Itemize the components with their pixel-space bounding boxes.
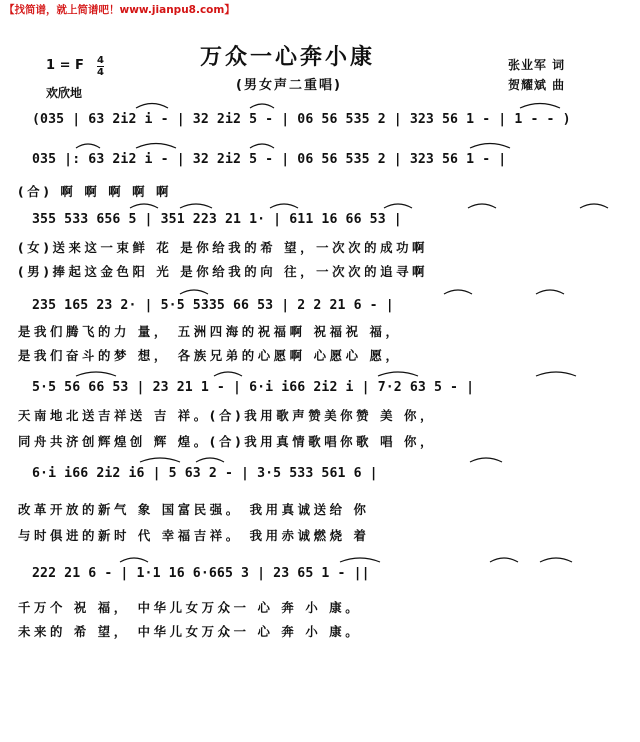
row4-lyrics-2: 同舟共济创辉煌创 辉 煌。(合)我用真情歌唱你歌 唱 你， [18, 434, 436, 449]
tempo-marking: 欢欣地 [46, 86, 83, 100]
row5-lyrics-2: 与时俱进的新时 代 幸福吉祥。 我用赤诚燃烧 着 [18, 528, 370, 543]
slur-arc [136, 144, 176, 149]
slur-arc [76, 372, 116, 376]
slur-arc [250, 104, 274, 108]
slur-arc [470, 144, 510, 149]
slur-arc [196, 458, 224, 462]
row2-notes: 355 533 656 5 | 351 223 21 1· | 611 16 66 53 | [32, 212, 402, 227]
row5-lyrics-1: 改革开放的新气 象 国富民强。 我用真诚送给 你 [18, 502, 370, 517]
slur-arc [136, 104, 168, 109]
slur-arc [378, 372, 418, 376]
slur-arc [468, 204, 496, 208]
song-subtitle: (男女声二重唱) [236, 78, 342, 93]
key-signature: 1 = F [46, 58, 84, 73]
slur-arc [384, 204, 412, 208]
row6-lyrics-1: 千万个 祝 福， 中华儿女万众一 心 奔 小 康。 [18, 600, 362, 615]
time-signature [97, 55, 104, 78]
row3-lyrics-2: 是我们奋斗的梦 想， 各族兄弟的心愿啊 心愿心 愿， [18, 348, 402, 363]
row1-notes: 035 |: 63 2i2 i - | 32 2i2 5 - | 06 56 535 2 | 323 56 1 - | [32, 152, 507, 167]
slur-arc [490, 558, 518, 562]
slur-arc [444, 290, 472, 294]
slur-arc [536, 372, 576, 376]
time-signature-bottom: 4 [97, 67, 104, 78]
row1-lyrics: (合) 啊 啊 啊 啊 啊 [18, 184, 173, 199]
row4-lyrics-1: 天南地北送吉祥送 吉 祥。(合)我用歌声赞美你赞 美 你， [18, 408, 436, 423]
row6-notes: 222 21 6 - | 1·1 16 6·665 3 | 23 65 1 - || [32, 566, 370, 581]
slur-arc [250, 144, 274, 148]
slur-arc [120, 558, 148, 562]
slur-arc [270, 204, 298, 208]
row2-lyrics-male: (男)捧起这金色阳 光 是你给我的向 往，一次次的追寻啊 [18, 264, 429, 279]
slur-arc [536, 290, 564, 294]
slur-arc [470, 458, 502, 462]
slur-arc [130, 204, 158, 208]
slur-arc [180, 290, 208, 294]
composer-credit: 贺耀斌 曲 [508, 78, 566, 92]
row3-notes: 235 165 23 2· | 5·5 5335 66 53 | 2 2 21 6 - | [32, 298, 394, 313]
row6-lyrics-2: 未来的 希 望， 中华儿女万众一 心 奔 小 康。 [18, 624, 362, 639]
row5-notes: 6·i i66 2i2 i6 | 5 63 2 - | 3·5 533 561 6 | [32, 466, 378, 481]
slur-arc [340, 558, 380, 562]
slur-arc [580, 204, 608, 208]
time-signature-top: 4 [97, 55, 104, 66]
slur-arc [214, 372, 242, 376]
slur-arc [540, 558, 572, 562]
slur-arc [140, 458, 180, 462]
watermark: 【找简谱，就上简谱吧！www.jianpu8.com】 [4, 4, 235, 16]
row3-lyrics-1: 是我们腾飞的力 量， 五洲四海的祝福啊 祝福祝 福， [18, 324, 402, 339]
row2-lyrics-female: (女)送来这一束鲜 花 是你给我的希 望，一次次的成功啊 [18, 240, 429, 255]
song-title: 万众一心奔小康 [200, 45, 376, 70]
row4-notes: 5·5 56 66 53 | 23 21 1 - | 6·i i66 2i2 i | 7·2 63 5 - | [32, 380, 475, 395]
slur-arc [180, 204, 212, 208]
slur-arc [520, 104, 560, 109]
slur-arc [76, 144, 100, 148]
lyricist-credit: 张业军 词 [508, 58, 566, 72]
intro-notes: (035 | 63 2i2 i - | 32 2i2 5 - | 06 56 535 2 | 323 56 1 - | 1 - - ) [32, 112, 571, 127]
